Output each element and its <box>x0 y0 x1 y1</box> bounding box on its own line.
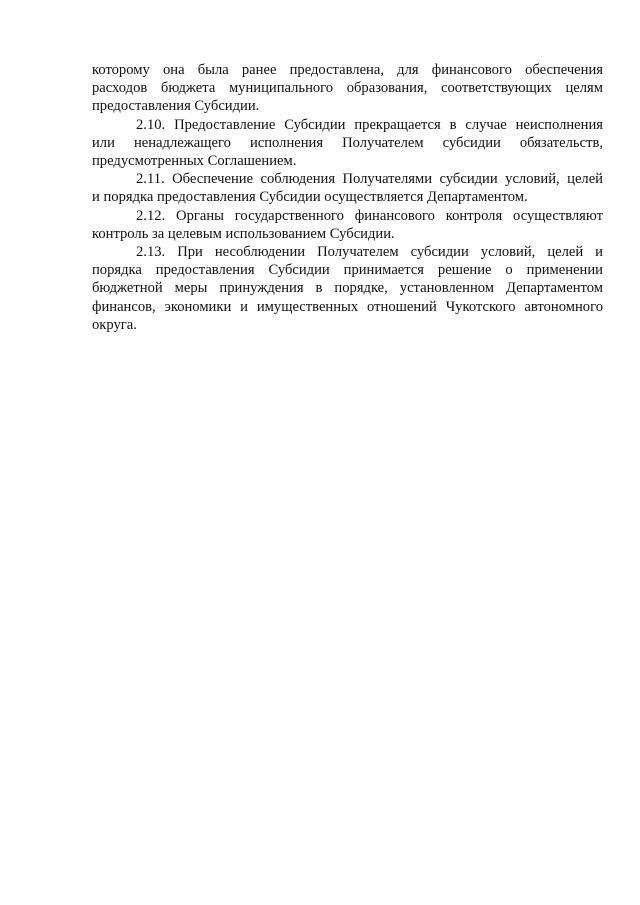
text-line: контроль за целевым использованием Субсидии. <box>92 225 395 242</box>
text-line: которому она была ранее предоставлена, для финансового обеспечения <box>92 62 603 78</box>
text-line: предусмотренных Соглашением. <box>92 153 297 170</box>
paragraph-2-13 <box>92 243 603 334</box>
text-line: порядка предоставления Субсидии принимается решение о применении <box>92 262 603 279</box>
text-line: финансов, экономики и имущественных отношений Чукотского автономного <box>92 298 603 315</box>
text-line: расходов бюджета муниципального образования, соответствующих целям <box>92 80 603 97</box>
paragraph-continuation <box>92 61 603 116</box>
text-line: бюджетной меры принуждения в порядке, установленном Департаментом <box>92 280 603 297</box>
text-line: округа. <box>92 316 137 333</box>
paragraph-2-10 <box>92 116 603 171</box>
text-line: или ненадлежащего исполнения Получателем субсидии обязательств, <box>92 134 603 151</box>
text-line: предоставления Субсидии. <box>92 98 260 115</box>
text-line: и порядка предоставления Субсидии осуществляется Департаментом. <box>92 189 528 206</box>
text-line: 2.12. Органы государственного финансового контроля осуществляют <box>136 207 603 224</box>
paragraph-2-12 <box>92 207 603 243</box>
text-line: 2.10. Предоставление Субсидии прекращается в случае неисполнения <box>136 116 603 133</box>
paragraph-2-11 <box>92 170 603 206</box>
document-page <box>92 61 603 334</box>
text-line: 2.13. При несоблюдении Получателем субсидии условий, целей и <box>136 244 603 261</box>
text-line: 2.11. Обеспечение соблюдения Получателями субсидии условий, целей <box>136 171 603 188</box>
